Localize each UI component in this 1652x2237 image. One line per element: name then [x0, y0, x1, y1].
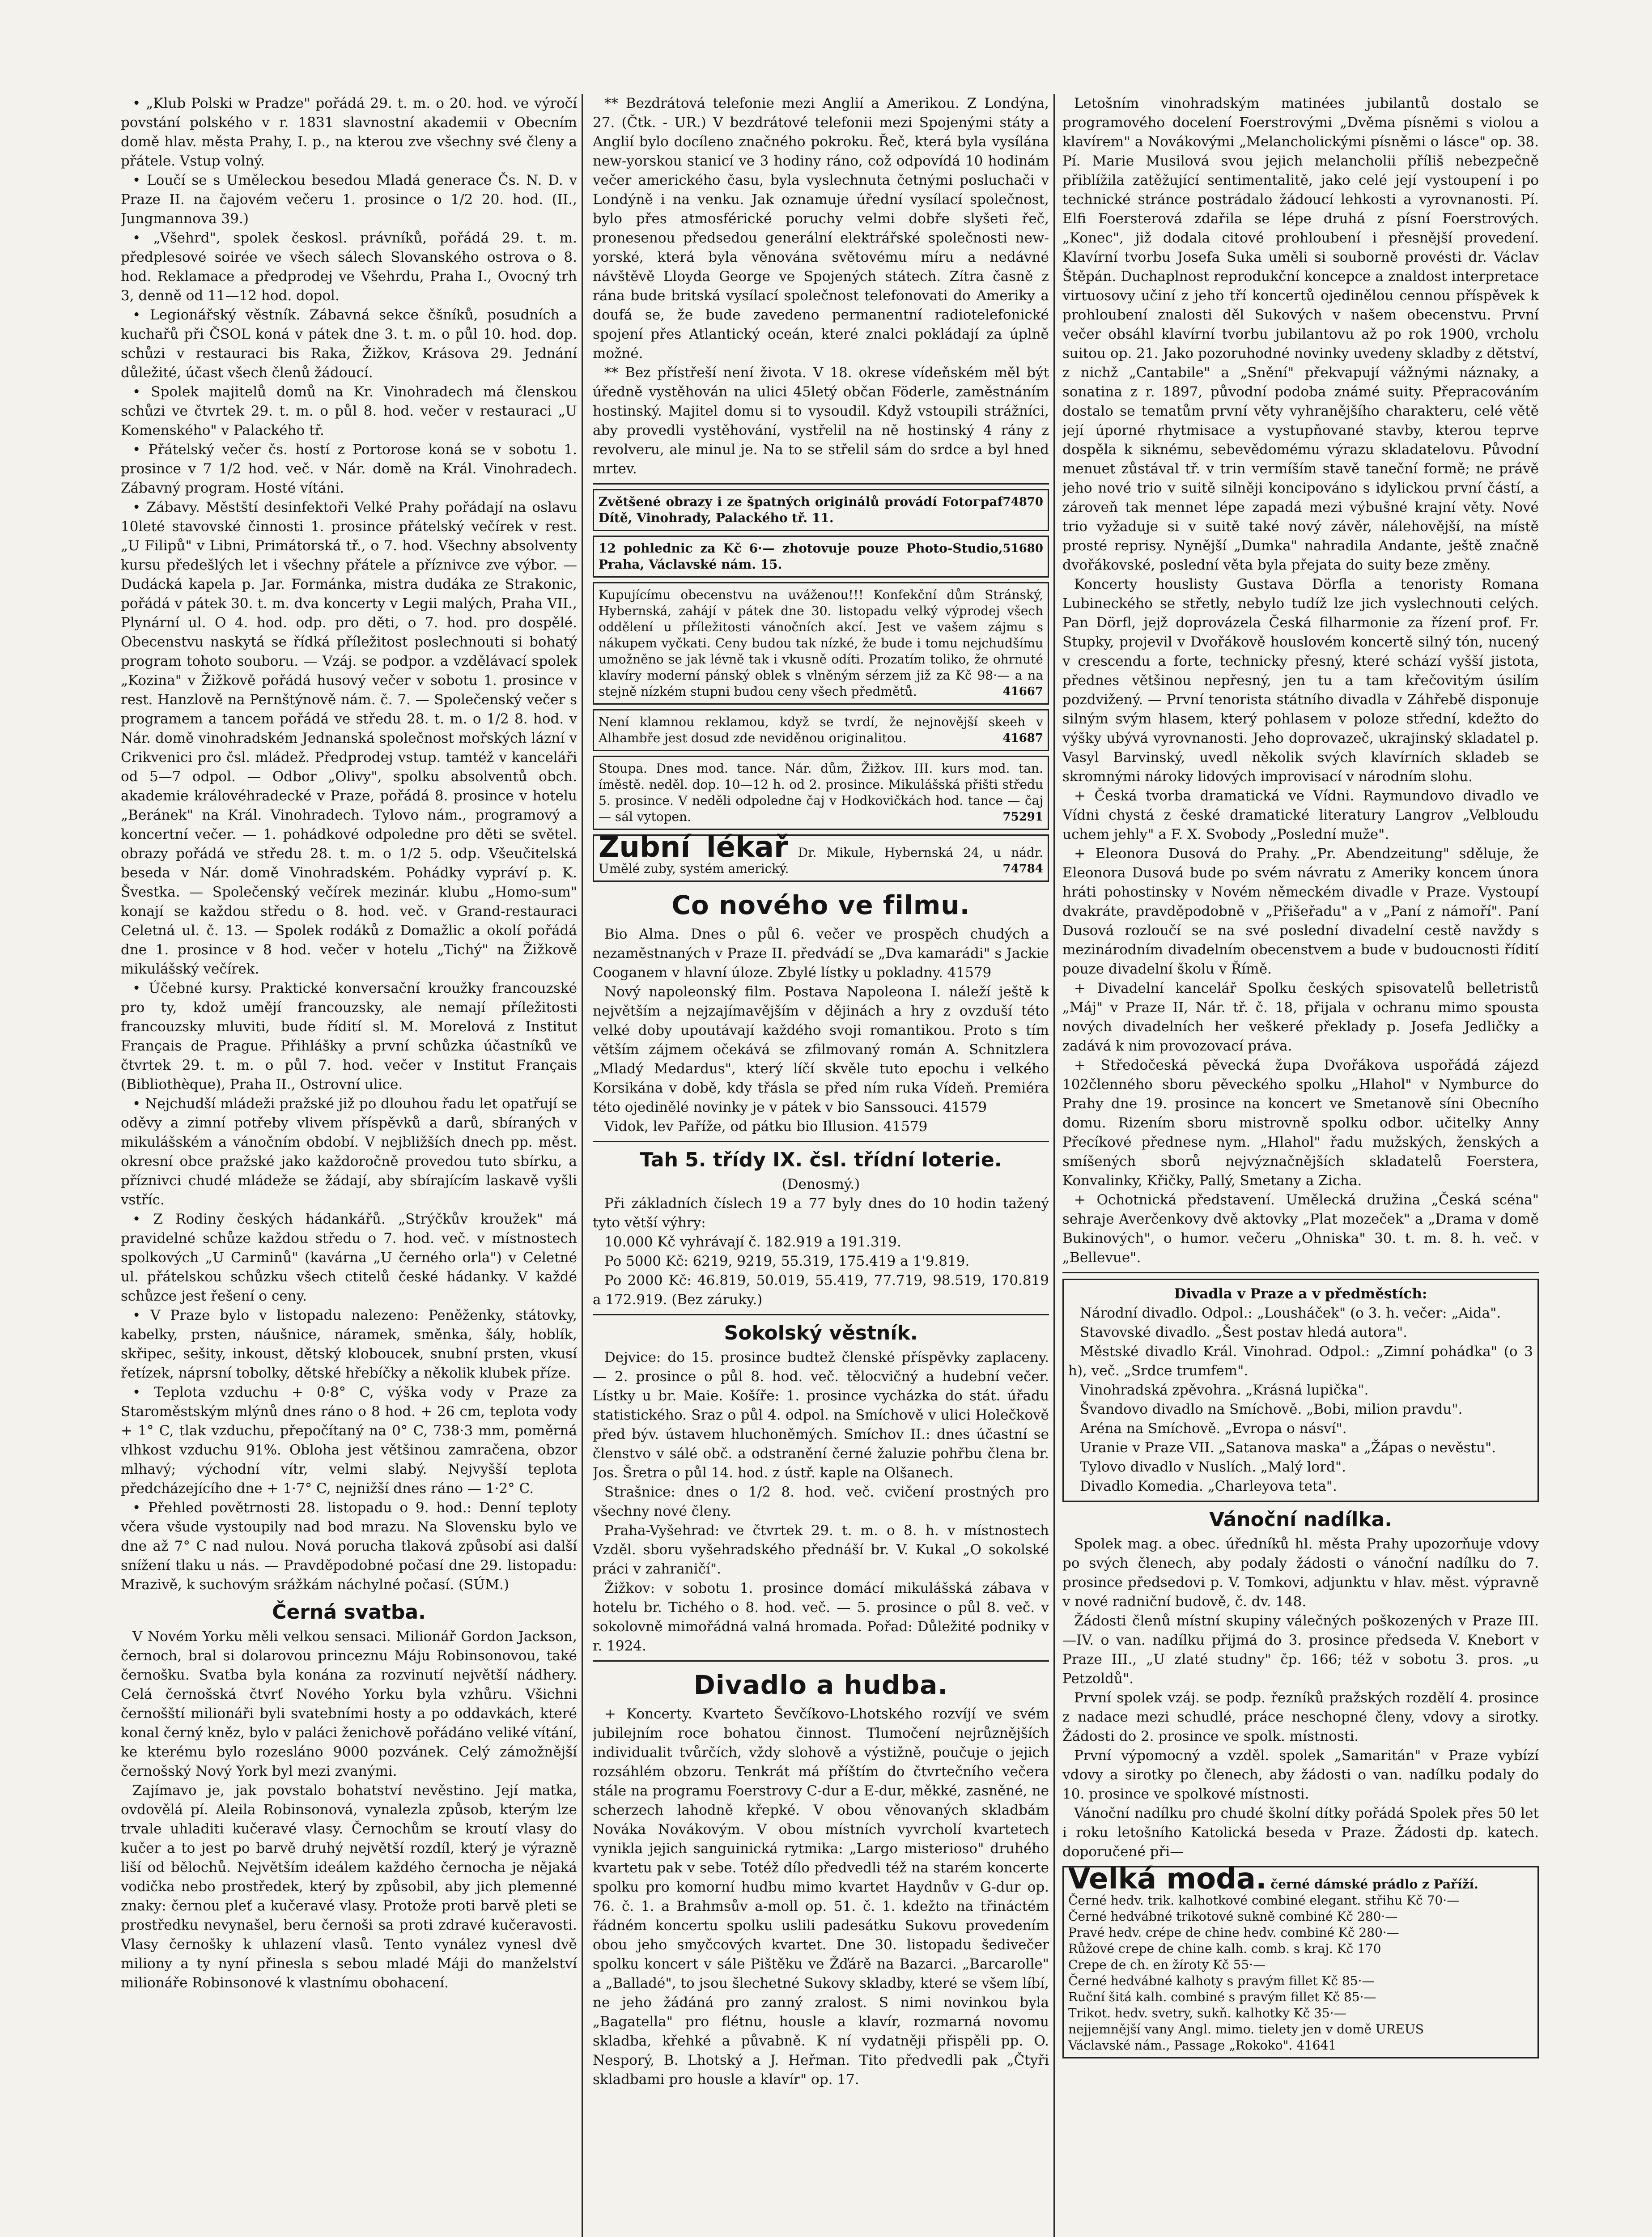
notice-ucebne-kursy: • Účebné kursy. Praktické konversační kroužky francouzské pro ty, kdož umějí francouzsky, ale nemají příležitosti francouzsky mluviti, bude řídití sl. M. Morelová z Institut Français de Prague. Přihlášky a první schůzka účastníků ve čtvrtek 29. t. m. o půl 7. hod. večer v Institut Français (Bibliothèque), Praha II., Ostrovní ulice. — [121, 980, 577, 1093]
notice-pratelsky-vecer: • Přátelský večer čs. hostí z Portorose koná se v sobotu 1. prosince v 7 1/2 hod. več. v Nár. domě na Král. Vinohradech. Zábavný program. Hosté vítáni. — [121, 442, 577, 496]
loterie-2000: Po 2000 Kč: 46.819, 50.019, 55.419, 77.719, 98.519, 170.819 a 172.919. (Bez záruky.) — [593, 1272, 1049, 1308]
article-bezdratova-telefonie: ** Bezdrátová telefonie mezi Anglií a Amerikou. Z Londýna, 27. (Čtk. - UR.) V bezdrátové telefonii mezi Spojenými státy a Anglií bylo docíleno značného pokroku. Řeč, která byla vysílána new-yorskou stanicí ve 3 hodiny ráno, což odpovídá 10 hodinám večer amerického času, byla vyslechnuta četnými posluchači v Londýně i na venku. Jak oznamuje úřední vysílací společnost, bylo přes atmosférické poruchy velmi dobře slyšeti řeč, pronesenou předsedou generální elektrářské společnosti new-yorské, která byla věnována světovému míru a nedávné návštěvě Lloyda George ve Spojených státech. Zítra časně z rána bude britská vysílací společnost telefonovati do Ameriky a doufá se, že bude zavedeno permanentní radiotelefonické spojení přes Atlantický oceán, které znalci pokládají za úplně možné. — [593, 95, 1049, 361]
notice-zabavy: • Zábavy. Městští desinfektoři Velké Prahy pořádají na oslavu 10leté stavovské činnosti 1. prosince přátelský večírek v rest. „U Filipů" v Libni, Primátorská tř., o 7. hod. Všechny absolventy kursu předešlých let i všechny přátele a příznivce zve výbor. — Dudácká kapela p. Jar. Formánka, mistra dudáka ze Strakonic, pořádá v pátek 30. t. m. dva koncerty v Legii malých, Praha VII., Plynární ul. O 4. hod. odp. pro děti, o 7. hod. pro dospělé. Obecenstvu naskytá se řídká příležitost poslechnouti si bohatý program tohoto souboru. — Vzáj. se podpor. a vzdělávací spolek „Kozina" v Žižkově pořádá husový večer v sobotu 1. prosince v rest. Hanzlově na Pernštýnově nám. č. 7. — Společenský večer s programem a tancem pořádá ve středu 28. t. m. o 1/2 8. hod. v Nár. domě vinohradském Jednanská společnost mořských lázní v Crikvenici pro čsl. mládež. Předprodej vstup. tamtéž v kanceláři od 5—7 odpol. — Odbor „Olivy", spolku absolventů obch. akademie královéhradecké v Praze, pořádá 8. prosince v hotelu „Beránek" na Král. Vinohradech. Tylovo nám., programový a koncertní večer. — 1. pohádkové odpoledne pro děti se světel. obrazy pořádá ve středu 28. t. m. o 1/2 5. odp. Všeučitelská beseda v Nár. domě Vinohradském. Pohádky vypráví p. K. Švestka. — Společenský večírek mezinár. klubu „Homo-sum" konají se každou středu o 8. hod. več. v Grand-restauraci Celetná ul. č. 13. — Spolek rodáků z Domažlic a okolí pořádá dne 1. prosince v 8 hod. večer v hotelu „Tichý" na Žižkově mikulášský večírek. — [121, 499, 577, 977]
nadilka-valecni-poskozeni: Žádosti členů místní skupiny válečných poškozených v Praze III.—IV. o van. nadílku přijmá do 3. prosince předseda V. Knebort v Praze III., „U zlaté studny" čp. 166; též v sobotu 3. pros. „u Petzoldů". — [1062, 1613, 1539, 1687]
ad-line: Růžové crepe de chine kalh. comb. s kraj. Kč 170 — [1068, 1941, 1381, 1956]
article-ochotnicka: + Ochotnická představení. Umělecká družina „Česká scéna" sehraje Averčenkovy dvě aktovky „Plat mozeček" a „Drama v domě Bukinových", o humor. večeru „Ohniska" 30. t. m. 8. h. več. v „Bellevue". — [1062, 1192, 1539, 1266]
column-2 — [593, 94, 1049, 2237]
ad-stoupa: Stoupa. Dnes mod. tance. Nár. dům, Žižkov. III. kurs mod. tan. íměstě. neděl. dop. 10—12 h. od 2. prosince. Mikulášská přišti středu 5. prosince. V neděli odpoledne čaj v Hodkovičkách hod. tance — čaj — sál vytopen. 75291 — [593, 756, 1049, 830]
ad-code: 75291 — [1002, 810, 1043, 824]
divider — [593, 1141, 1049, 1142]
ad-code: 41687 — [1002, 731, 1043, 745]
ad-line: Ruční šitá kalh. combiné s pravým fillet Kč 85·— — [1068, 1990, 1376, 2004]
article-matinees: Letošním vinohradským matinées jubilantů dostalo se programového docelení Foerstrovými „Dvěma písněmi s violou a klavírem" a Novákovými „Melancholickými písněmi o lásce" op. 38. Pí. Marie Musilová svou jejich melancholii příliš nebezpečně přiblížila zatěžující sentimentalitě, jako celé její vystoupení i po technické stránce postrádalo žádoucí lehkosti a vyrovnanosti. Pí. Elfi Foersterová zdařila se lépe druhá z písní Foerstrových. „Konec", již dodala citové prohloubení i přesnější provedení. Klavírní tvorbu Josefa Suka uměli si souborně provésti dr. Václav Štěpán. Duchaplnost reprodukční koncepce a znaldost interpretace virtuosovy učiní z jeho tří koncertů ojedinělou cennou příspěvek k prohloubení znalosti děl Sukových v našem obecenstvu. První večer obsáhl klavírní tvorbu jubilantovu až po rok 1900, vrcholu suitou op. 21. Jako pozoruhodné novinky uvedeny skladby z dětství, z nichž „Cantabile" a „Snění" překvapují vážnými náznaky, a sonatina z r. 1897, původní podoba známé suity. Přepracováním dostalo se tematům první věty vyhranějšího charakteru, celé větě její úporné rhytmisace a vystupňované stavby, kterou teprve dospěla k siknému, sebevědomému výrazu skladatelovu. Původní menuet zůstával tř. v trin vermíším stavě taneční formě; ne právě jeho nové trio v suitě silněji koncipováno s idylickou první částí, a zároveň tak mennet lépe zapadá mezi výbušné krajní věty. Nové trio vyžaduje si v suitě také nový závěr, nálehovější, na místě prosté reprisy. Nynější „Dumka" nahradila Andante, ještě značně dvořákovské, poslední věta byla přejata do suity beze změny. — [1062, 95, 1539, 573]
column-3 — [1062, 94, 1539, 2237]
ad-zubni-lekar: Zubní lékař Dr. Mikule, Hybernská 24, u nádr. Umělé zuby, systém americký. 74784 — [593, 834, 1049, 882]
notice-povetrnost: • Přehled povětrnosti 28. listopadu o 9. hod.: Denní teploty včera všude vystoupily nad bod mrazu. Na Slovensku bylo ve dne až 7° C nad nulou. Nová porucha tlaková způsobí asi další snížení tlaku u nás. — Pravděpodobné počasí dne 29. listopadu: Mrazivě, k suchovým srážkám náchylné počasí. (SÚM.) — [121, 1500, 577, 1593]
ad-pohlednice: 51680 12 pohlednic za Kč 6·— zhotovuje pouze Photo-Studio, Praha, Václavské nám. 15. — [593, 536, 1049, 578]
notice-teplota: • Teplota vzduchu + 0·8° C, výška vody v Praze za Staroměstským mlýnů dnes ráno o 8 hod. + 26 cm, teplota vody + 1° C, tlak vzduchu, přepočítaný na 0° C, 738·3 mm, poměrná vlhkost vzduchu 91%. Obloha jest většinou zamračena, obzor mlhavý; východní vítr, velmi slabý. Nejvyšší teplota předcházejícího dne + 1·7° C, nejnižší dnes ráno — 1·2° C. — [121, 1384, 577, 1497]
notice-nalezeno: • V Praze bylo v listopadu nalezeno: Peněženky, státovky, kabelky, prsten, náušnice, náramek, směnka, šály, hoblík, skřipec, sešity, inkoust, dětský kloboucek, snubní prsten, vkusí řetízek, náprsní tobolky, dětské hřebíčky a několik klubek příze. — [121, 1307, 577, 1381]
loterie-day: (Denosmý.) — [781, 1176, 860, 1192]
section-heading-vanocni-nadilka: Vánoční nadílka. — [1209, 1508, 1393, 1531]
divider — [1062, 1272, 1539, 1273]
notice-nejchudsi-mladez: • Nejchudší mládeži pražské již po dlouhou řadu let opatřují se oděvy a zimní potřeby vlivem příspěvků a darů, sbíraných v mikulášském a vánočním období. V nejbližších dnech pp. měst. okresní obce pražské jako každoročně provedou tuto sbírku, a příznivci chudé mládeže se žádají, aby sbírajícím laskavě vyšli vstříc. — [121, 1096, 577, 1208]
ad-line: Trikot. hedv. svetry, sukň. kalhotky Kč 35·— — [1068, 2006, 1346, 2020]
nadilka-spolek-uredniku: Spolek mag. a obec. úředníků hl. města Prahy upozorňuje vdovy po svých členech, aby podaly žádosti o vánoční nadílku do 7. prosince předsedovi p. V. Tomkovi, adjunktu v hlav. měst. výpravně v nové radniční budově, č. dv. 148. — [1062, 1536, 1539, 1610]
ad-code: 51680 — [1002, 542, 1043, 555]
theatre-listing-box — [1062, 1279, 1539, 1502]
notice-legionarsky-vestnik: • Legionářský věstník. Zábavná sekce čšníků, posudních a kuchařů při ČSOL koná v pátek dne 3. t. m. o půl 10. hod. dop. schůzi v restauraci bis Raka, Žižkov, Krásova 29. Jednání důležité, účast všech členů žádoucí. — [121, 307, 577, 381]
ad-line: Černé hedvábné kalhoty s pravým fillet Kč 85·— — [1068, 1973, 1375, 1988]
divider — [593, 1314, 1049, 1315]
nadilka-reznici: První spolek vzáj. se podp. řezníků pražských rozdělí 4. prosince z nadace mezi schudlé, práce neschopné členy, vdovy a sirotky. Žádosti do 2. prosince ve spolk. místnosti. — [1062, 1690, 1539, 1744]
notice-hadankari: • Z Rodiny českých hádankářů. „Strýčkův kroužek" má pravidelné schůze každou středu o 7. hod. več. v místnostech spolkových „U Carminů" (kavárna „U černého orla") v Celetné ul. přátelskou schůzku všech ctitelů české hádanky. V každé schůzce jest řešení o ceny. — [121, 1211, 577, 1304]
nadilka-katolicka-beseda: Vánoční nadílku pro chudé školní dítky pořádá Spolek přes 50 let i roku letošního Katolická beseda v Praze. Žádosti dp. katech. doporučené při— — [1062, 1805, 1539, 1860]
article-dorfl: Koncerty houslisty Gustava Dörfla a tenoristy Romana Lubineckého se střetly, nebylo tudíž lze jich vyslechnouti celých. Pan Dörfl, jejž doprovázela Česká filharmonie za řízení prof. Fr. Stupky, projevil v Dvořákově houslovém koncertě silný tón, nucený v crescendu a forte, technicky přesný, které schází vyšší jistota, přednes většinou nepřesný, jen tu a tam křečovitým úsilím pozdvižený. — První tenorista státního divadla v Záhřebě disponuje silným svým hlasem, který pohlasem v poloze střední, kdežto do výšky ubývá vyrovnanosti. Jeho doprovazeč, ukrajinský skladatel p. Vasyl Barvinský, uvedl několik svých klavírních skladeb se skromnými nároky lidových improvisací v národním slohu. — [1062, 576, 1539, 785]
sokol-zizkov: Žižkov: v sobotu 1. prosince domácí mikulášská zábava v hotelu br. Tichého o 8. hod. več. — 5. prosince o půl 8. več. v sokolovně mimořádná valná hromada. Pořad: Důležité podniky v r. 1924. — [593, 1580, 1049, 1654]
article-bez-pristresi: ** Bez přístřeší není života. V 18. okrese vídeňském měl být úředně vystěhován na ulici 45letý občan Föderle, zaměstnáním hostinský. Majitel domu si to vysoudil. Když vstoupili strážníci, aby provedli vystěhování, vystřelil na ně hostinský 4 rány z revolveru, ale minul je. Na to se střelil sám do srdce a byl hned mrtev. — [593, 365, 1049, 477]
article-ceska-tvorba-viden: + Česká tvorba dramatická ve Vídni. Raymundovo divadlo ve Vídni chystá z české dramatické literatury Langrov „Velbloudu uchem jehly" a F. X. Svobody „Poslední muže". — [1062, 788, 1539, 842]
ad-line: Crepe de ch. en žíroty Kč 55·— — [1068, 1957, 1266, 1972]
theatre-listing-item: Vinohradská zpěvohra. „Krásná lupička". — [1080, 1382, 1369, 1398]
sokol-vysehrad: Praha-Vyšehrad: ve čtvrtek 29. t. m. o 8. h. v místnostech Vzděl. sboru vyšehradského přednáší br. V. Kukal „O sokolské práci v zahraničí". — [593, 1523, 1049, 1577]
sokol-strasnice: Strašnice: dnes o 1/2 8. hod. več. cvičení prostných pro všechny nové členy. — [593, 1484, 1049, 1519]
ad-code: 74784 — [1002, 862, 1043, 876]
film-napoleon: Nový napoleonský film. Postava Napoleona I. náleží ještě k největším a nejzajímavějším v dějinách a hry z ovzduší této velké doby upoutávají každého svoji romantikou. Proto s tím větším zájmem očekává se zfilmovaný román A. Schnitzlera „Mladý Medardus", který líčí skvěle tuto epochu i velkého Korsikána v době, kdy třásla se před ním ruka Vídeň. Premiéra této ojedinělé novinky je v pátek v bio Sanssouci. 41579 — [593, 984, 1049, 1115]
theatre-listing-item: Divadlo Komedia. „Charleyova teta". — [1080, 1478, 1337, 1494]
column-1 — [121, 94, 577, 2237]
article-cerna-svatba-2: Zajímavo je, jak povstalo bohatství nevěstino. Její matka, ovdovělá pí. Aleila Robinsonová, vynalezla způsob, kterým lze trvale uhladiti kučeravé vlasy. Černochům se kroutí vlasy do kučer a to jest po barvě druhý největší rozdíl, který je výrazně liší od bělochů. Největším ideálem každého černocha je nějaká vodička nebo prostředek, který by způsobil, aby jich plemenné znaky: černou pleť a kučeravé vlasy. Protože proti barvě pleti se prostředku nevynašel, beru černoši sa proti zdravé kučeravosti. Vlasy černošky k uhlazení vlasů. Tento vynález vynesl dvě miliony a ty nyní přinesla s sebou mladé Máji do manželství milionáře Robinsonové k vlastnímu obohacení. — [121, 1782, 577, 1991]
theatre-listing-item: Národní divadlo. Odpol.: „Lousháček" (o 3. h. večer: „Aida". — [1080, 1305, 1501, 1321]
theatre-listing-item: Městské divadlo Král. Vinohrad. Odpol.: „Zimní pohádka" (o 3 h), več. „Srdce trumfem". — [1068, 1344, 1533, 1379]
theatre-listing-item: Aréna na Smíchově. „Evropa o násví". — [1080, 1420, 1347, 1437]
theatre-listing-heading: Divadla v Praze a v předměstích: — [1174, 1286, 1427, 1302]
theatre-listing-item: Uranie v Praze VII. „Satanova maska" a „Žápas o nevěstu". — [1080, 1440, 1496, 1456]
ad-velka-moda: Velká moda. černé dámské prádlo z Paříží. Černé hedv. trik. kalhotkové combiné elegant. střihu Kč 70·— Černé hedvábné trikotové sukně combiné Kč 280·— Pravé hedv. crépe de chine hedv. combiné Kč 280·— Růžové crepe de chine kalh. comb. s kraj. Kč 170 Crepe de ch. en žíroty Kč 55·— Černé hedvábné kalhoty s pravým fillet Kč 85·— Ruční šitá kalh. combiné s pravým fillet Kč 85·— Trikot. hedv. svetry, sukň. kalhotky Kč 35·— nejjemnější vany Angl. mimo. tielety jen v domě UREUS Václavské nám., Passage „Rokoko". 41641 — [1062, 1866, 1539, 2058]
ad-line: Pravé hedv. crépe de chine hedv. combiné Kč 280·— — [1068, 1925, 1399, 1940]
section-heading-cerna-svatba: Černá svatba. — [272, 1601, 426, 1624]
nadilka-samaritan: První výpomocný a vzděl. spolek „Samaritán" v Praze vybízí vdovy a sirotky po členech, aby žádosti o van. nadílku podaly do 10. prosince ve spolkové místnosti. — [1062, 1748, 1539, 1802]
ad-zvetsene-obrazy: 74870 Zvětšené obrazy i ze špatných originálů provádí Fotoграf Dítě, Vinohrady, Palackého tř. 11. — [593, 489, 1049, 531]
article-koncerty: + Koncerty. Kvarteto Ševčíkovo-Lhotského rozvíjí ve svém jubilejním roce bohatou činnost. Tlumočení nejrůznějších individualit tvůrčích, vždy slohově a výstižně, poučuje o jejich rozsáhlém obzoru. Tenkrát má příštím do čtvrtečního večera stále na programu Foerstrovy C-dur a E-dur, měkké, zasněné, ne scherzech lahodně křepké. V obou věnovaných skladbám Nováka Novákovým. V obou místních vyvrcholí kvartetech vynikla jejich sanguinická rytmika: „Largo misterioso" druhého kvartetu pak v sebe. Totéž dílo předvedli též na starém koncerte spolku pro komorní hudbu mimo kvartet Haydnův v G-dur op. 76. č. 1. a Brahmsův a-moll op. 51. č. 1. kdežto na třináctém řádném koncertu spolku uslili padesátku Sukovu provedením obou jeho smyčcových kvartet. Dne 30. listopadu šedivečer spolku koncert v sále Pištěku ve Žďárě na Bazarci. „Barcarolle" a „Balladé", to jsou šlechetné Sukovy skladby, které se všem líbí, ne jeho žádáná pro zanný zralost. S nimi novinkou byla „Bagatella" pro flétnu, housle a klavír, rozmarná novomu skladba, křehké a půvabně. K ní vydatněji přispěli pp. O. Nesporý, B. Lhotský a J. Heřman. Tito předvedli pak „Čtyři skladbami pro housle a klavír" op. 17. — [593, 1706, 1049, 2088]
ad-line: Černé hedvábné trikotové sukně combiné Kč 280·— — [1068, 1909, 1398, 1924]
notice-vsehrd: • „Všehrd", spolek českosl. právníků, pořádá 29. t. m. předplesové soirée ve všech sálech Slovanského ostrova o 8. hod. Reklamace a předprodej ve Všehrdu, Praha I., Ovocný trh 3, denně od 11—12 hod. dopol. — [121, 230, 577, 304]
film-bio-alma: Bio Alma. Dnes o půl 6. večer ve prospěch chudých a nezaměstnaných v Praze II. předvádí se „Dva kamarádi" s Jackie Cooganem v hlavní úloze. Zbylé lístky u pokladny. 41579 — [593, 926, 1049, 981]
film-vidok: Vidok, lev Paříže, od pátku bio Illusion. 41579 — [604, 1118, 928, 1135]
loterie-10000: 10.000 Kč vyhrávají č. 182.919 a 191.319. — [604, 1234, 901, 1250]
ad-stransky: Kupujícímu obecenstvu na uváženou!!! Konfekční dům Stránský, Hybernská, zahájí v pátek dne 30. listopadu velký výprodej všech oddělení u příležitosti vánočních akcí. Jest ve vašem zájmu s nákupem vyčkati. Ceny budou tak nízké, že bude i tomu nejchudšímu umožněno se jak lévně tak i vkusně odíti. Prozatím toliko, že ohrnuté klavíry moderní pánský oblek s vlněným sérzem již za Kč 98·— a na stejně nízkém stupni budou ceny všech předmětů. 41667 — [593, 582, 1049, 705]
sokol-dejvice-kosire-smichov: Dejvice: do 15. prosince budtež členské příspěvky zaplaceny. — 2. prosince o půl 8. hod. več. tělocvičný a hudební večer. Lístky u br. Maie. Košíře: 1. prosince vycházka do stát. úřadu statistického. Sraz o půl 4. odpol. na Smíchově v ulici Holečkově před býv. ústavem hluchoněmých. Smíchov II.: dnes účastní se členstvo v sálé obč. a odstranění černé žaluzie pohřbu člena br. Jos. Šretra o půl 14. hod. z ústř. kaple na Olšanech. — [593, 1349, 1049, 1481]
notice-spolek-majitelu-domu: • Spolek majitelů domů na Kr. Vinohradech má členskou schůzi ve čtvrtek 29. t. m. o půl 8. hod. večer v restauraci „U Komenského" v Palackého tř. — [121, 384, 577, 438]
theatre-listing-item: Stavovské divadlo. „Šest postav hledá autora". — [1080, 1324, 1408, 1340]
article-pevecka-zupa: + Středočeská pěvecká župa Dvořákova uspořádá zájezd 102členného sboru pěveckého spolku „Hlahol" v Nymburce do Prahy dne 19. prosince na koncert ve Smetanově síni Obecního domu. Rizením sboru mistrovně spolku odbor. učitelky Anny Přecíkové přednese nym. „Hlahol" řadu mužských, ženských a smíšených sborů nejvýznačnějších skladatelů Foerstera, Konvalinky, Křičky, Pallý, Smetany a Zicha. — [1062, 1057, 1539, 1189]
column-rule — [582, 94, 583, 2237]
ad-line: nejjemnější vany Angl. mimo. tielety jen v domě UREUS — [1068, 2022, 1424, 2037]
section-heading-sokolsky-vestnik: Sokolský věstník. — [724, 1322, 918, 1344]
section-heading-divadlo-hudba: Divadlo a hudba. — [693, 1670, 948, 1700]
article-eleonora-duse: + Eleonora Dusová do Prahy. „Pr. Abendzeitung" sděluje, že Eleonora Dusová bude po svém návratu z Ameriky koncem února hráti pohostinsky v Novém německém divadle v Praze. Vystoupí dvakráte, pravděpodobně v „Přišeřadu" a v „Paní z námoří". Paní Dusová rozloučí se na své poslední divadelní cestě navždy s mezinárodním divadelním obecenstvem a bude v budoucnosti řídití pouze divadelní školu v Římě. — [1062, 846, 1539, 977]
ad-code: 74870 — [1002, 495, 1043, 509]
ad-line: Václavské nám., Passage „Rokoko". 41641 — [1068, 2038, 1337, 2053]
divider — [593, 483, 1049, 485]
section-heading-film: Co nového ve filmu. — [671, 890, 970, 920]
article-cerna-svatba-1: V Novém Yorku měli velkou sensaci. Milionář Gordon Jackson, černoch, bral si dolarovou princeznu Máju Robinsonovou, také černošku. Svatba byla konána za rozvinutí největší nádhery. Celá černošská čtvrť Nového Yorku byla vzhůru. Všichni černošští milionáři byli svatebními hosty a po oddavkách, které konal černý kněz, bylo v paláci ženichově pořádáno veliké vítání, ke kterému bylo rozesláno 9000 pozvánek. Celý zámožnější černošský Nový York byl mezi zvanými. — [121, 1629, 577, 1779]
column-rule — [1053, 94, 1055, 2237]
loterie-intro: Při základních číslech 19 a 77 byly dnes do 10 hodin tažený tyto větší výhry: — [593, 1195, 1049, 1231]
notice-klub-polski: • „Klub Polski w Pradze" pořádá 29. t. m. o 20. hod. ve výročí povstání polského v r. 1831 slavnostní akademii v Obecním domě hlav. města Prahy, I. p., na kterou zve všechny své členy a přátele. Vstup volný. — [121, 95, 577, 169]
article-divadelni-kancelar: + Divadelní kancelář Spolku českých spisovatelů belletristů „Máj" v Praze II, Nár. tř. č. 18, přijala v ochranu mimo spousta nových divadelních her veškeré překlady p. Josefa Jedličky a zadává k nim provozovací práva. — [1062, 980, 1539, 1054]
ad-line: Černé hedv. trik. kalhotkové combiné elegant. střihu Kč 70·— — [1068, 1893, 1460, 1908]
notice-umelecka-beseda: • Loučí se s Uměleckou besedou Mladá generace Čs. N. D. v Praze II. na čajovém večeru 1. prosince o 1/2 20. hod. (II., Jungmannova 39.) — [121, 172, 577, 227]
section-heading-loterie: Tah 5. třídy IX. čsl. třídní loterie. — [640, 1148, 1002, 1171]
theatre-listing-item: Švandovo divadlo na Smíchově. „Bobi, milion pravdu". — [1080, 1401, 1463, 1417]
divider — [593, 1660, 1049, 1662]
ad-code: 41667 — [1002, 685, 1043, 698]
theatre-listing-item: Tylovo divadlo v Nuslích. „Malý lord". — [1080, 1459, 1346, 1475]
loterie-5000: Po 5000 Kč: 6219, 9219, 55.319, 175.419 a 1'9.819. — [604, 1253, 970, 1269]
ad-alhambra: Není klamnou reklamou, když se tvrdí, že nejnovější skeeh v Alhambře jest dosud zde neviděnou originalitou. 41687 — [593, 709, 1049, 751]
